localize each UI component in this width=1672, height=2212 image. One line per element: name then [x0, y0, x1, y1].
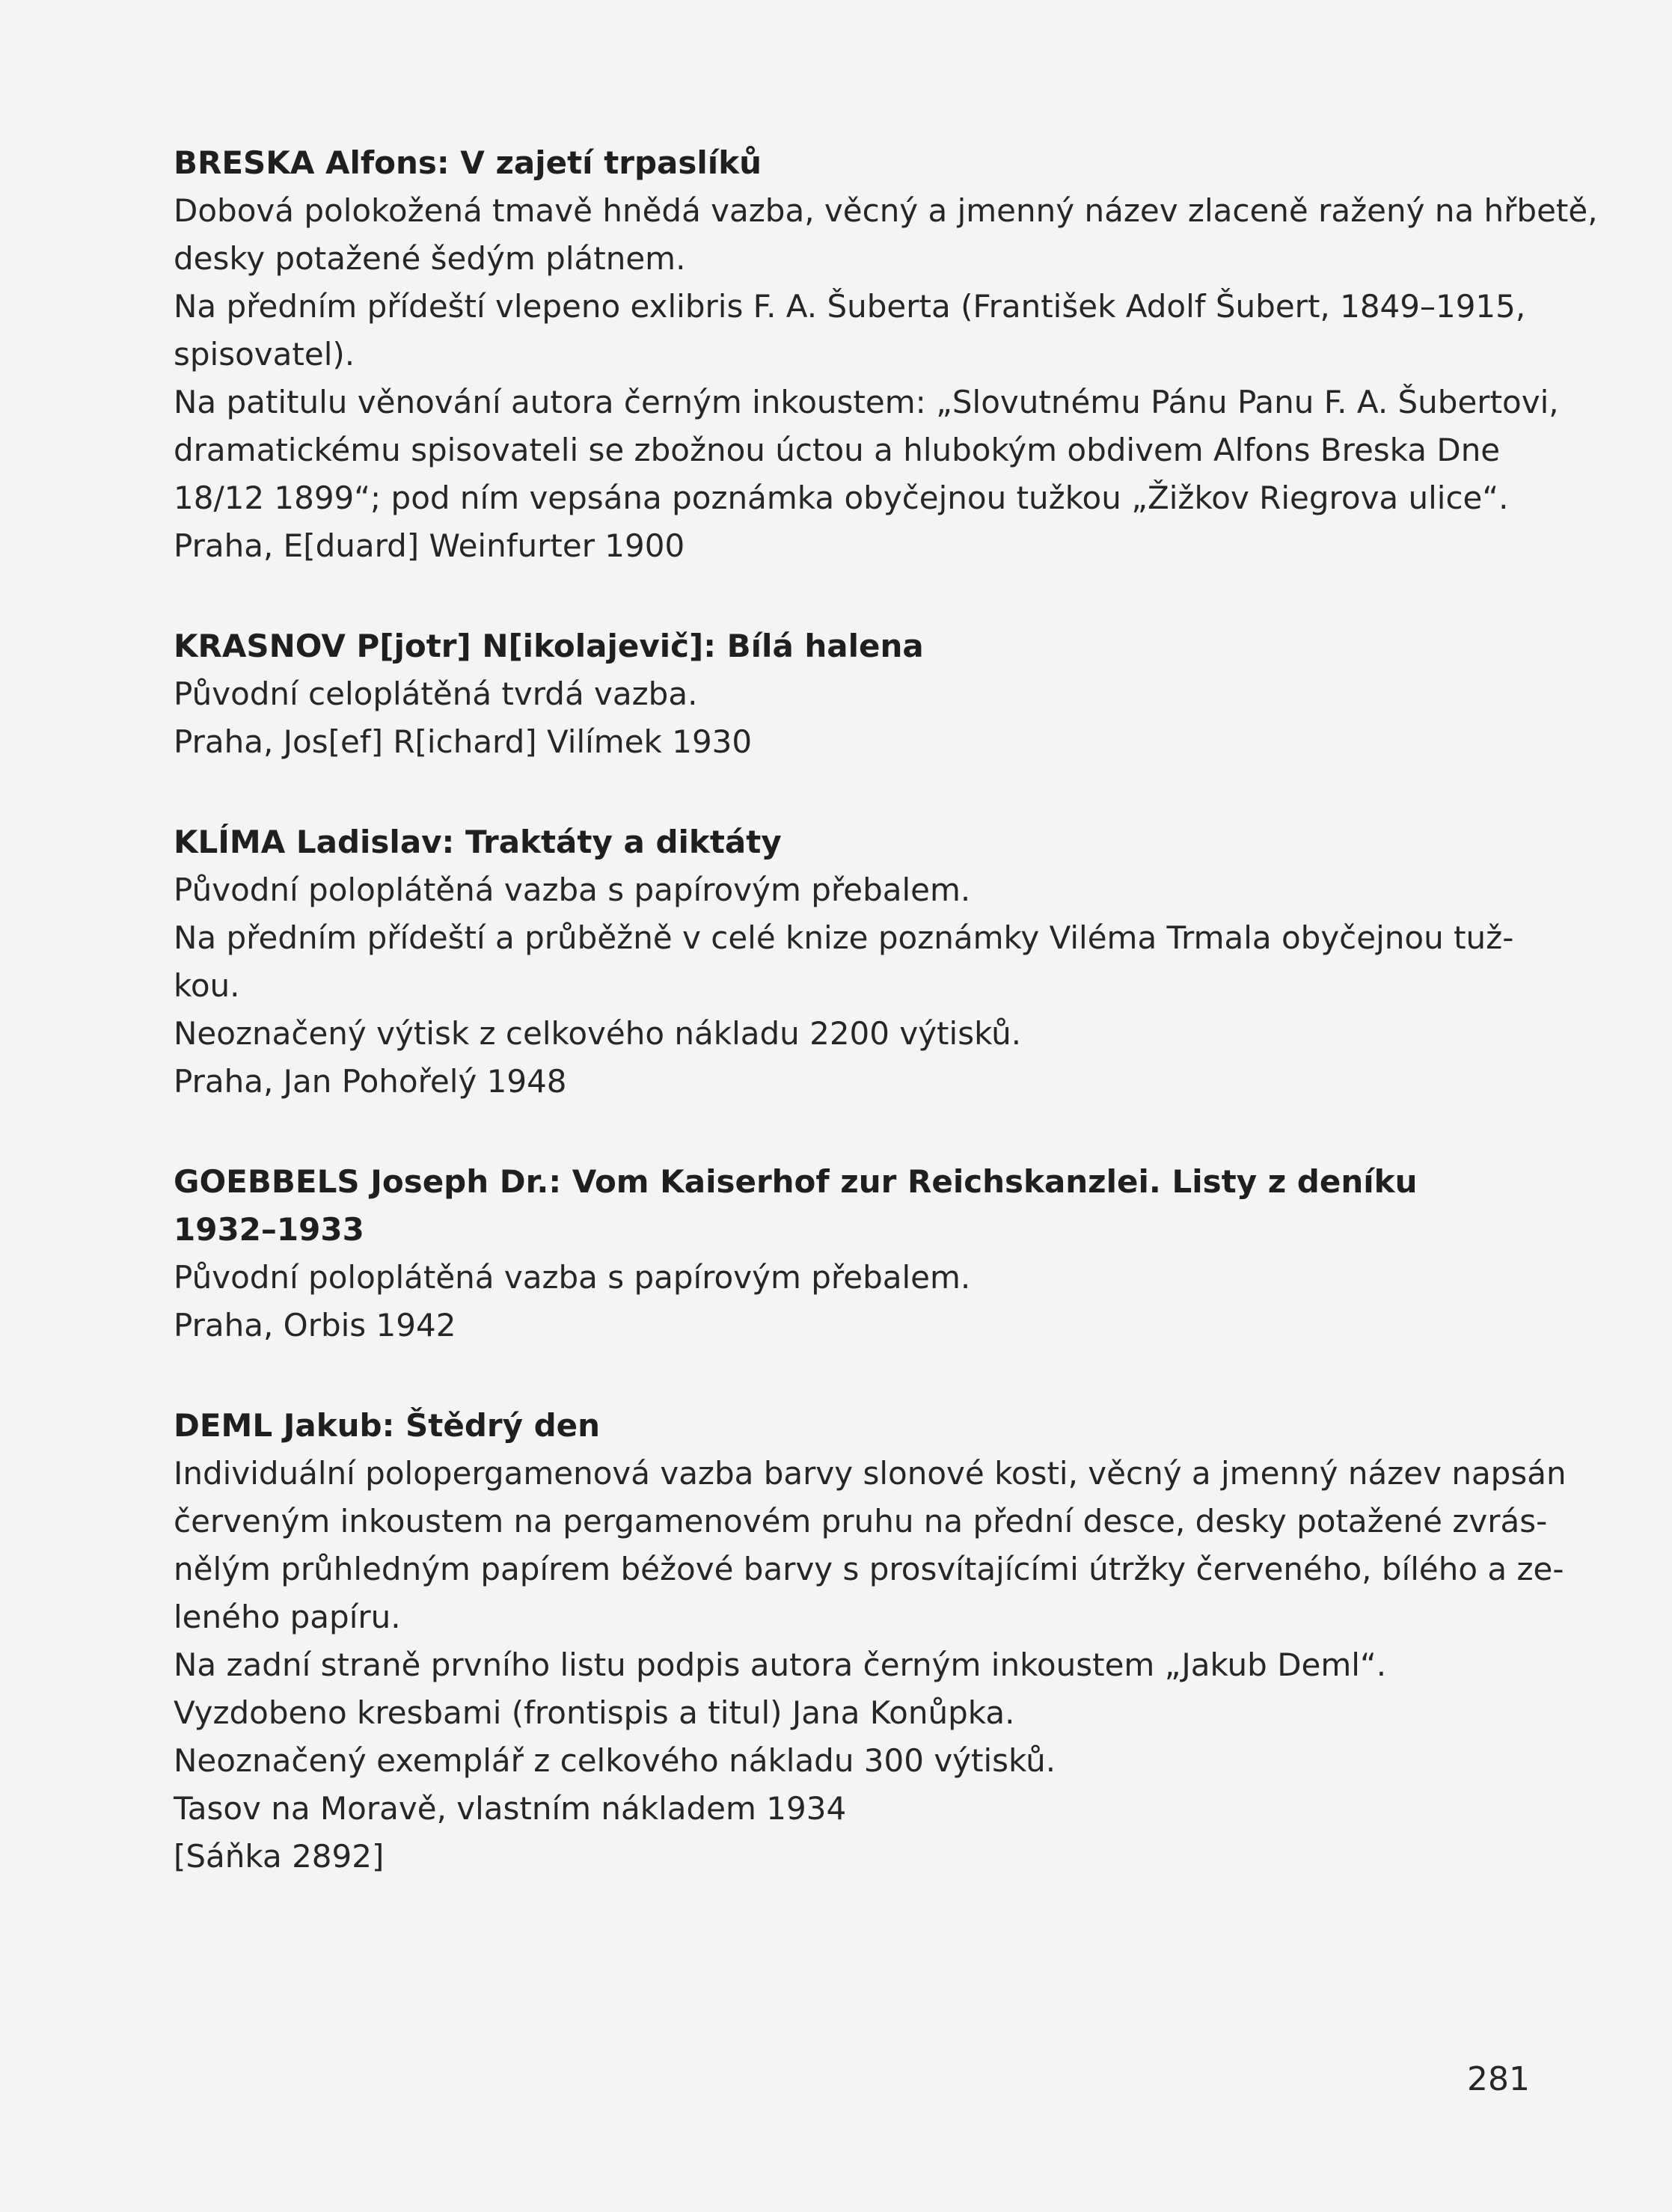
- entry-title: GOEBBELS Joseph Dr.: Vom Kaiserhof zur Reichskanzlei. Listy z deníku: [174, 1163, 1418, 1200]
- entry-description-line: červeným inkoustem na pergamenovém pruhu na přední desce, desky potažené zvrás-: [174, 1503, 1548, 1539]
- entry-description-line: Na patitulu věnování autora černým inkoustem: „Slovutnému Pánu Panu F. A. Šubertovi,: [174, 384, 1559, 420]
- catalog-entries: [174, 139, 1598, 1881]
- entry-spacer: [174, 1349, 1558, 1402]
- entry-description-line: Na předním přídeští vlepeno exlibris F. A. Šuberta (František Adolf Šubert, 1849–1915,: [174, 288, 1526, 325]
- catalog-entry: [174, 139, 1598, 570]
- entry-imprint: Praha, E[duard] Weinfurter 1900: [174, 527, 685, 564]
- entry-description-line: Neoznačený výtisk z celkového nákladu 2200 výtisků.: [174, 1015, 1022, 1052]
- entry-imprint: Praha, Jan Pohořelý 1948: [174, 1063, 567, 1100]
- entry-spacer: [174, 766, 1558, 818]
- entry-imprint: Praha, Jos[ef] R[ichard] Vilímek 1930: [174, 723, 753, 760]
- entry-description-line: leného papíru.: [174, 1599, 401, 1635]
- entry-title-continuation: 1932–1933: [174, 1211, 364, 1248]
- entry-title: KRASNOV P[jotr] N[ikolajevič]: Bílá halena: [174, 628, 924, 664]
- entry-description-line: Neoznačený exemplář z celkového nákladu 300 výtisků.: [174, 1742, 1056, 1779]
- entry-reference: [Sáňka 2892]: [174, 1838, 385, 1875]
- entry-title: DEML Jakub: Štědrý den: [174, 1407, 601, 1444]
- entry-description-line: desky potažené šedým plátnem.: [174, 240, 686, 277]
- entry-description-line: Původní celoplátěná tvrdá vazba.: [174, 675, 698, 712]
- page-number: 281: [1467, 2060, 1530, 2098]
- entry-description-line: Na předním přídeští a průběžně v celé knize poznámky Viléma Trmala obyčejnou tuž-: [174, 919, 1514, 956]
- entry-description-line: Individuální polopergamenová vazba barvy slonové kosti, věcný a jmenný název napsán: [174, 1455, 1567, 1492]
- catalog-entry: [174, 1158, 1558, 1349]
- entry-imprint: Praha, Orbis 1942: [174, 1307, 456, 1344]
- entry-description-line: Dobová polokožená tmavě hnědá vazba, věcný a jmenný název zlaceně ražený na hřbetě,: [174, 192, 1598, 229]
- catalog-entry: [174, 818, 1558, 1106]
- entry-title: KLÍMA Ladislav: Traktáty a diktáty: [174, 824, 782, 860]
- catalog-entry: [174, 622, 1558, 766]
- entry-spacer: [174, 570, 1558, 622]
- entry-description-line: dramatickému spisovateli se zbožnou úctou a hlubokým obdivem Alfons Breska Dne: [174, 432, 1501, 468]
- entry-title: BRESKA Alfons: V zajetí trpaslíků: [174, 144, 762, 181]
- entry-description-line: spisovatel).: [174, 336, 355, 373]
- entry-description-line: Původní poloplátěná vazba s papírovým přebalem.: [174, 871, 971, 908]
- entry-description-line: Na zadní straně prvního listu podpis autora černým inkoustem „Jakub Deml“.: [174, 1646, 1387, 1683]
- entry-description-line: Vyzdobeno kresbami (frontispis a titul) Jana Konůpka.: [174, 1694, 1015, 1731]
- entry-description-line: Původní poloplátěná vazba s papírovým přebalem.: [174, 1259, 971, 1296]
- entry-description-line: kou.: [174, 967, 240, 1004]
- entry-description-line: nělým průhledným papírem béžové barvy s prosvítajícími útržky červeného, bílého a ze-: [174, 1551, 1564, 1587]
- entry-imprint: Tasov na Moravě, vlastním nákladem 1934: [174, 1790, 847, 1827]
- entry-description-line: 18/12 1899“; pod ním vepsána poznámka obyčejnou tužkou „Žižkov Riegrova ulice“.: [174, 480, 1509, 516]
- entry-spacer: [174, 1106, 1558, 1158]
- catalog-entry: [174, 1402, 1567, 1881]
